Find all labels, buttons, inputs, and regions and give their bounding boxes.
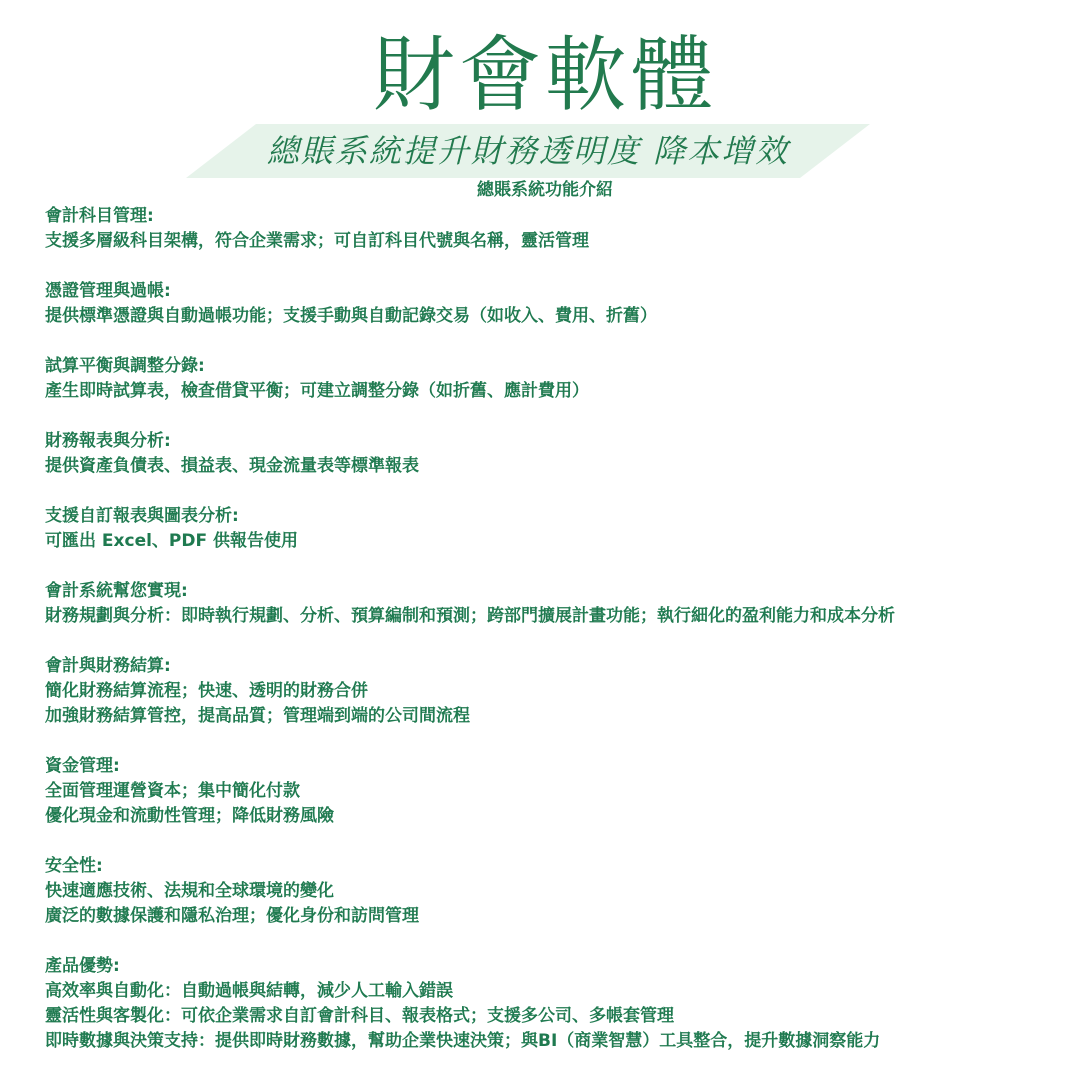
feature-description: 高效率與自動化：自動過帳與結轉，減少人工輸入錯誤 [45,981,453,1001]
feature-description: 簡化財務結算流程；快速、透明的財務合併 [45,681,368,701]
feature-description: 廣泛的數據保護和隱私治理；優化身份和訪問管理 [45,906,419,926]
feature-description: 靈活性與客製化：可依企業需求自訂會計科目、報表格式；支援多公司、多帳套管理 [45,1006,674,1026]
section-heading: 總賬系統功能介紹 [477,180,613,200]
feature-heading: 安全性: [45,856,103,876]
feature-block-trial-balance [45,354,1075,404]
feature-description: 優化現金和流動性管理；降低財務風險 [45,806,334,826]
feature-block-system-benefits [45,579,1075,629]
feature-block-financial-reports [45,429,1075,479]
feature-description: 全面管理運營資本；集中簡化付款 [45,781,300,801]
feature-block-treasury [45,754,1075,829]
feature-heading: 資金管理: [45,756,120,776]
feature-description: 財務規劃與分析：即時執行規劃、分析、預算編制和預測；跨部門擴展計畫功能；執行細化的盈利能力和成本分析 [45,606,895,626]
feature-heading: 試算平衡與調整分錄: [45,356,205,376]
feature-description: 提供資產負債表、損益表、現金流量表等標準報表 [45,456,419,476]
feature-block-product-advantages [45,954,1075,1054]
feature-block-custom-reports [45,504,1075,554]
feature-heading: 會計系統幫您實現: [45,581,188,601]
feature-description: 快速適應技術、法規和全球環境的變化 [45,881,334,901]
subtitle-banner [186,124,870,178]
feature-block-security [45,854,1075,929]
feature-description: 加強財務結算管控，提高品質；管理端到端的公司間流程 [45,706,470,726]
feature-heading: 財務報表與分析: [45,431,171,451]
page-title: 財會軟體 [372,28,717,123]
feature-heading: 會計科目管理: [45,206,154,226]
feature-list [45,204,1075,1079]
feature-block-vouchers [45,279,1075,329]
feature-block-financial-close [45,654,1075,729]
feature-description: 產生即時試算表，檢查借貸平衡；可建立調整分錄（如折舊、應計費用） [45,381,589,401]
feature-heading: 支援自訂報表與圖表分析: [45,506,239,526]
feature-heading: 憑證管理與過帳: [45,281,171,301]
feature-description: 可匯出 Excel、PDF 供報告使用 [45,531,299,551]
feature-heading: 產品優勢: [45,956,120,976]
feature-heading: 會計與財務結算: [45,656,171,676]
feature-block-chart-of-accounts [45,204,1075,254]
feature-description: 支援多層級科目架構，符合企業需求；可自訂科目代號與名稱，靈活管理 [45,231,589,251]
feature-description: 即時數據與決策支持：提供即時財務數據，幫助企業快速決策；與BI（商業智慧）工具整合，提升數據洞察能力 [45,1031,881,1051]
feature-description: 提供標準憑證與自動過帳功能；支援手動與自動記錄交易（如收入、費用、折舊） [45,306,657,326]
subtitle: 總賬系統提升財務透明度 降本增效 [266,132,790,170]
